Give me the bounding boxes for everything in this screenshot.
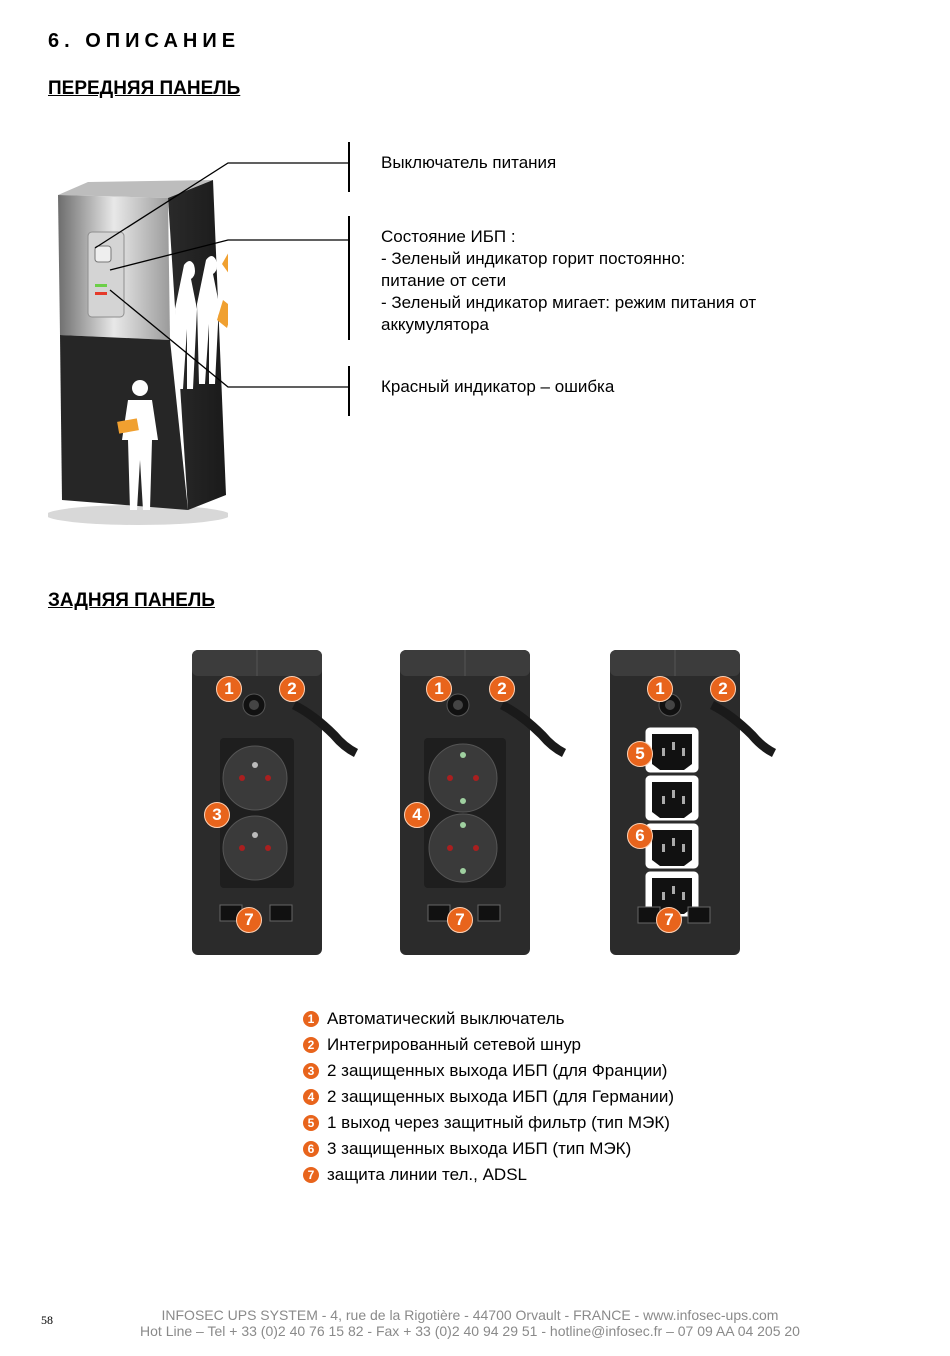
callout-line: Выключатель питания [381, 153, 557, 172]
badge-1: 1 [647, 676, 673, 702]
callout-red-indicator [381, 376, 614, 398]
front-panel-title: ПЕРЕДНЯЯ ПАНЕЛЬ [48, 78, 241, 99]
legend-item [303, 1136, 674, 1162]
legend-text: защита линии тел., ADSL [327, 1165, 528, 1184]
callout-line: - Зеленый индикатор мигает: режим питания от [381, 293, 757, 312]
badge-2: 2 [710, 676, 736, 702]
legend-text: 2 защищенных выхода ИБП (для Германии) [327, 1087, 675, 1106]
rear-unit-iec [610, 650, 800, 960]
legend-item [303, 1162, 674, 1188]
footer [100, 1307, 840, 1339]
legend-text: Автоматический выключатель [327, 1009, 565, 1028]
legend-number-icon: 6 [303, 1141, 319, 1157]
legend-text: 3 защищенных выхода ИБП (тип МЭК) [327, 1139, 632, 1158]
badge-1: 1 [216, 676, 242, 702]
legend-number-icon: 4 [303, 1089, 319, 1105]
footer-address: INFOSEC UPS SYSTEM - 4, rue de la Rigotière - 44700 Orvault - FRANCE - www.infosec-ups.com [161, 1307, 779, 1323]
badge-4: 4 [404, 802, 430, 828]
rear-panel-legend [303, 1006, 674, 1188]
legend-item [303, 1084, 674, 1110]
legend-item [303, 1006, 674, 1032]
legend-item [303, 1032, 674, 1058]
badge-5: 5 [627, 741, 653, 767]
rear-unit-illustration [610, 650, 800, 960]
badge-2: 2 [279, 676, 305, 702]
callout-line: аккумулятора [381, 315, 489, 334]
badge-7: 7 [656, 907, 682, 933]
badge-3: 3 [204, 802, 230, 828]
badge-1: 1 [426, 676, 452, 702]
legend-item [303, 1058, 674, 1084]
legend-text: Интегрированный сетевой шнур [327, 1035, 581, 1054]
legend-number-icon: 1 [303, 1011, 319, 1027]
legend-number-icon: 5 [303, 1115, 319, 1131]
section-heading: 6. ОПИСАНИЕ [48, 30, 241, 52]
legend-number-icon: 3 [303, 1063, 319, 1079]
callout-power-switch [381, 152, 556, 174]
legend-number-icon: 2 [303, 1037, 319, 1053]
callout-bracket-2 [348, 216, 350, 340]
legend-text: 1 выход через защитный фильтр (тип МЭК) [327, 1113, 670, 1132]
badge-7: 7 [447, 907, 473, 933]
callout-line: - Зеленый индикатор горит постоянно: [381, 249, 686, 268]
rear-panel-title: ЗАДНЯЯ ПАНЕЛЬ [48, 590, 215, 611]
rear-unit-schuko [400, 650, 590, 960]
callout-line: питание от сети [381, 271, 507, 290]
callout-line: Состояние ИБП : [381, 227, 516, 246]
callout-bracket-3 [348, 366, 350, 416]
footer-contacts: Hot Line – Tel + 33 (0)2 40 76 15 82 - Fax + 33 (0)2 40 94 29 51 - hotline@infosec.fr – 07 09 AA 04 205 20 [140, 1323, 800, 1339]
legend-item [303, 1110, 674, 1136]
legend-text: 2 защищенных выхода ИБП (для Франции) [327, 1061, 668, 1080]
badge-7: 7 [236, 907, 262, 933]
callout-bracket-1 [348, 142, 350, 192]
callout-ups-status [381, 226, 756, 336]
legend-number-icon: 7 [303, 1167, 319, 1183]
rear-unit-french [192, 650, 382, 960]
badge-6: 6 [627, 823, 653, 849]
page-number: 58 [41, 1313, 53, 1327]
badge-2: 2 [489, 676, 515, 702]
callout-line: Красный индикатор – ошибка [381, 377, 615, 396]
